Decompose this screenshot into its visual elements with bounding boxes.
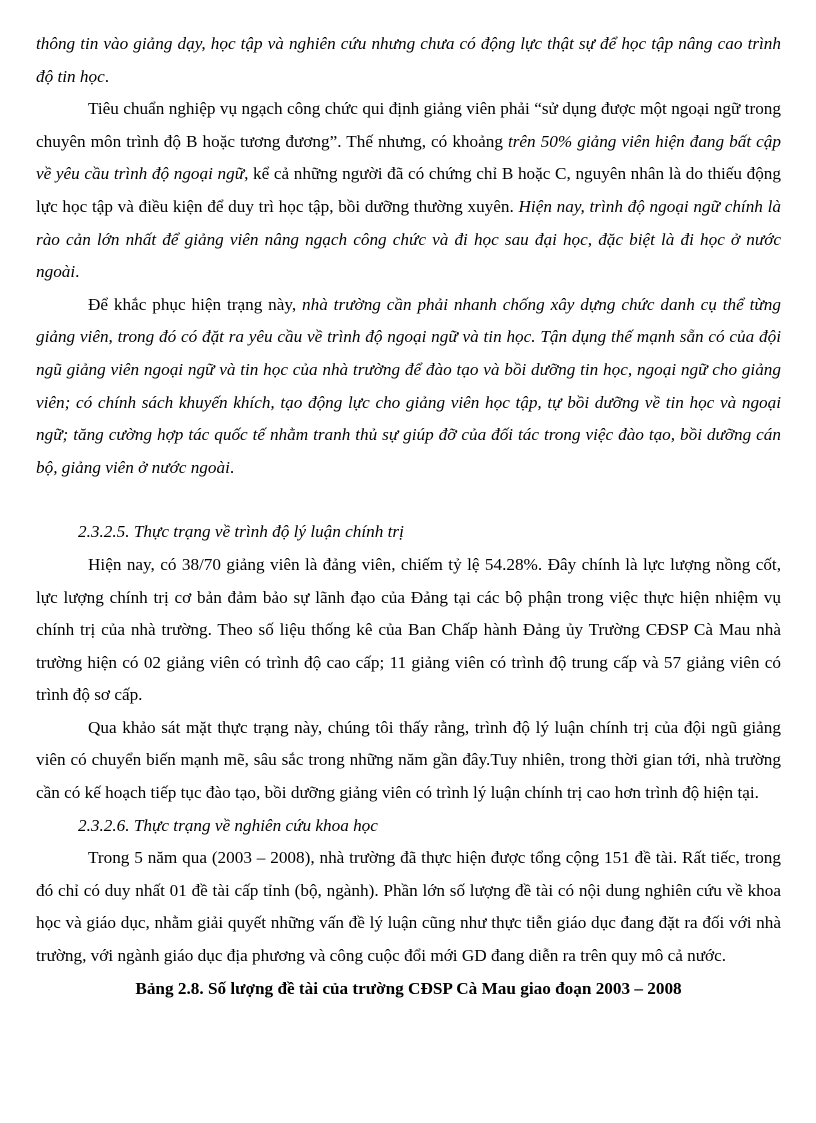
paragraph-survey-assessment: Qua khảo sát mặt thực trạng này, chúng tôi thấy rằng, trình độ lý luận chính trị của đội ngũ giảng viên có chuyển biến mạnh mẽ, sâu sắc trong những năm gần đây.Tuy nhiên, trong thời gian tới, nhà trường cần có kế hoạch tiếp tục đào tạo, bồi dưỡng giảng viên có trình lý luận chính trị cao hơn trình độ hiện tại.	[36, 717, 781, 803]
text-segment: Hiện nay, trình độ ngoại ngữ chính là rào cản lớn nhất để giảng viên nâng ngạch công chức và đi học sau đại học, đặc biệt là đi học ở nước ngoài	[36, 196, 781, 282]
text-segment: Tiêu chuẩn nghiệp vụ ngạch công chức qui định giảng viên phải “sử dụng được một ngoại ngữ trong chuyên môn trình độ B hoặc tương đương”. Thế nhưng, có khoảng	[36, 99, 781, 151]
text-segment: Để khắc phục hiện trạng này,	[88, 294, 303, 314]
section-heading-political-theory: 2.3.2.5. Thực trạng về trình độ lý luận chính trị	[78, 522, 404, 542]
section-heading-scientific-research: 2.3.2.6. Thực trạng về nghiên cứu khoa học	[78, 815, 378, 835]
paragraph-research-projects: Trong 5 năm qua (2003 – 2008), nhà trường đã thực hiện được tổng cộng 151 đề tài. Rất tiếc, trong đó chỉ có duy nhất 01 đề tài cấp tỉnh (bộ, ngành). Phần lớn số lượng đề tài có nội dung nghiên cứu về khoa học và giáo dục, nhằm giải quyết những vấn đề lý luận cũng như thực tiễn giáo dục đang đặt ra đối với nhà trường, với ngành giáo dục địa phương và công cuộc đổi mới GD đang diễn ra trên quy mô cả nước.	[36, 848, 781, 966]
paragraph-solution	[36, 289, 781, 485]
text-segment: trên 50% giảng viên hiện đang bất cập về yêu cầu trình độ ngoại ngữ	[36, 131, 781, 184]
text-segment: nhà trường cần phải nhanh chống xây dựng chức danh cụ thể từng giảng viên, trong đó có đặt ra yêu cầu về trình độ ngoại ngữ và tin học. Tận dụng thế mạnh sẵn có của đội ngũ giảng viên ngoại ngữ và tin học của nhà trường để đào tạo và bồi dưỡng tin học, ngoại ngữ cho giảng viên; có chính sách khuyến khích, tạo động lực cho giảng viên học tập, tự bồi dưỡng về tin học và ngoại ngữ; tăng cường hợp tác quốc tế nhằm tranh thủ sự giúp đỡ của đối tác trong việc đào tạo, bồi dưỡng cán bộ, giảng viên ở nước ngoài	[36, 294, 781, 477]
text-segment: .	[229, 457, 235, 477]
document-page	[36, 28, 781, 1005]
paragraph-it-skills	[36, 28, 781, 93]
text-segment: .	[104, 66, 110, 86]
paragraph-foreign-language	[36, 93, 781, 289]
paragraph-party-members: Hiện nay, có 38/70 giảng viên là đảng viên, chiếm tỷ lệ 54.28%. Đây chính là lực lượng nồng cốt, lực lượng chính trị cơ bản đảm bảo sự lãnh đạo của Đảng tại các bộ phận trong việc thực hiện nhiệm vụ chính trị của nhà trường. Theo số liệu thống kê của Ban Chấp hành Đảng ủy Trường CĐSP Cà Mau nhà trường hiện có 02 giảng viên có trình độ cao cấp; 11 giảng viên có trình độ trung cấp và 57 giảng viên có trình độ sơ cấp.	[36, 554, 781, 705]
table-caption: Bảng 2.8. Số lượng đề tài của trường CĐSP Cà Mau giao đoạn 2003 – 2008	[135, 978, 682, 998]
text-segment: thông tin vào giảng dạy, học tập và nghiên cứu nhưng chưa có động lực thật sự để học tập nâng cao trình độ tin học	[36, 34, 781, 86]
text-segment: .	[75, 262, 80, 282]
text-segment: , kể cả những người đã có chứng chỉ B hoặc C, nguyên nhân là do thiếu động lực học tập và điều kiện để duy trì học tập, bồi dưỡng thường xuyên.	[36, 164, 781, 216]
